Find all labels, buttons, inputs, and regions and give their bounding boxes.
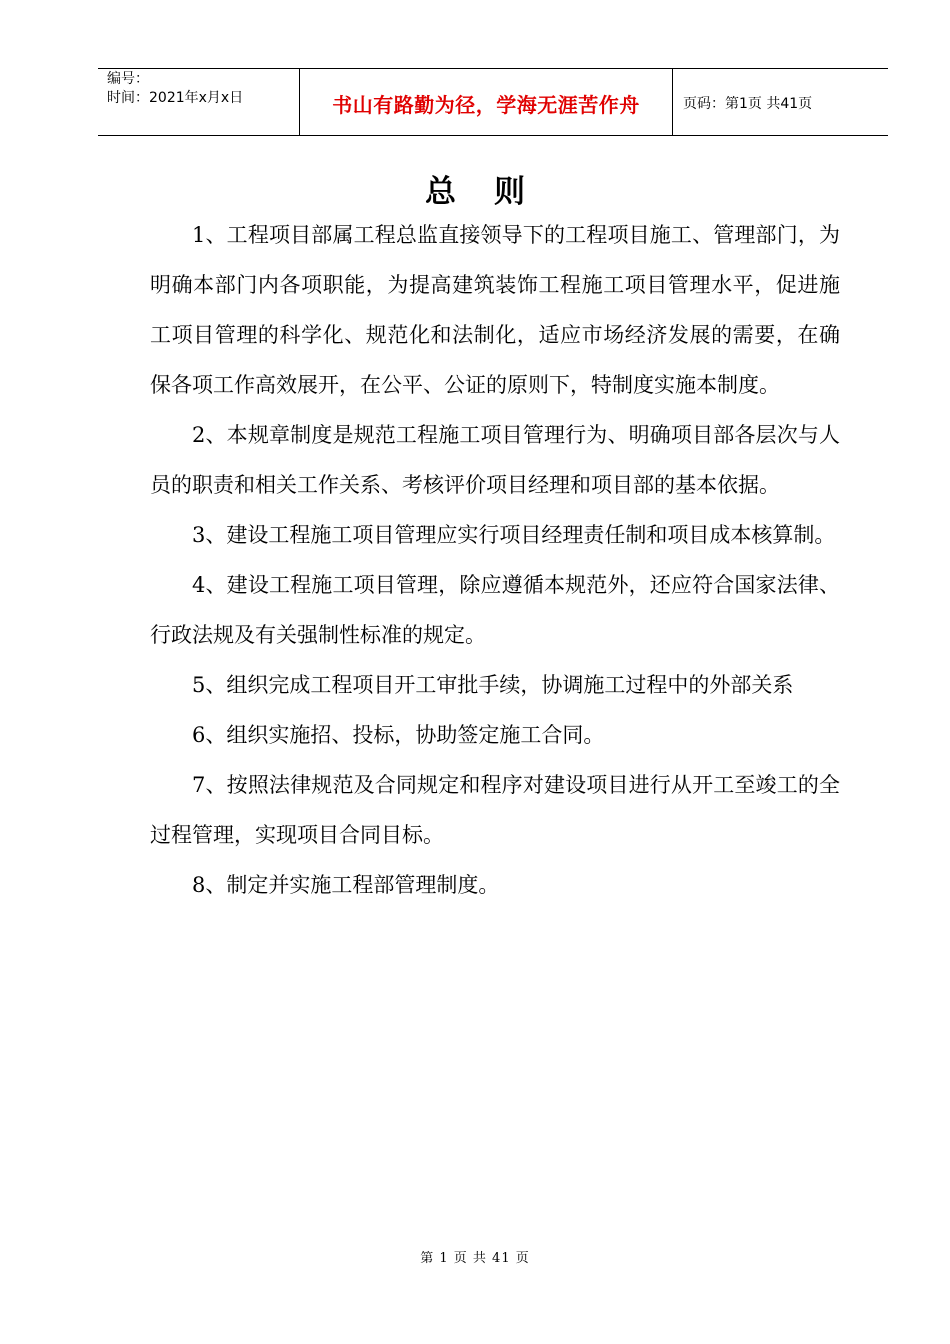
paragraph-5: 5、组织完成工程项目开工审批手续，协调施工过程中的外部关系 <box>192 673 794 697</box>
paragraph-4: 4、建设工程施工项目管理，除应遵循本规范外，还应符合国家法律、行政法规及有关强制性标准的规定。 <box>150 573 840 647</box>
header-motto: 书山有路勤为径，学海无涯苦作舟 <box>332 92 640 117</box>
header-meta-cell <box>98 69 300 135</box>
page-footer: 第 1 页 共 41 页 <box>420 1251 530 1266</box>
document-number-label: 编号： <box>107 71 149 87</box>
paragraph-8: 8、制定并实施工程部管理制度。 <box>192 873 500 897</box>
paragraph-6: 6、组织实施招、投标，协助签定施工合同。 <box>192 723 605 747</box>
paragraph-2: 2、本规章制度是规范工程施工项目管理行为、明确项目部各层次与人员的职责和相关工作关系、考核评价项目经理和项目部的基本依据。 <box>150 423 840 497</box>
document-body <box>150 210 840 910</box>
header-page-cell <box>673 69 888 135</box>
document-header <box>98 68 888 136</box>
document-time-label: 时间：2021年x月x日 <box>107 90 244 106</box>
header-page-info: 页码：第1页 共41页 <box>683 96 813 112</box>
paragraph-3: 3、建设工程施工项目管理应实行项目经理责任制和项目成本核算制。 <box>192 523 836 547</box>
header-motto-cell <box>300 69 673 135</box>
paragraph-1: 1、工程项目部属工程总监直接领导下的工程项目施工、管理部门，为明确本部门内各项职能，为提高建筑装饰工程施工项目管理水平，促进施工项目管理的科学化、规范化和法制化，适应市场经济发展的需要，在确保各项工作高效展开，在公平、公证的原则下，特制度实施本制度。 <box>150 223 840 397</box>
paragraph-7: 7、按照法律规范及合同规定和程序对建设项目进行从开工至竣工的全过程管理，实现项目合同目标。 <box>150 773 840 847</box>
document-title: 总则 <box>425 174 563 210</box>
